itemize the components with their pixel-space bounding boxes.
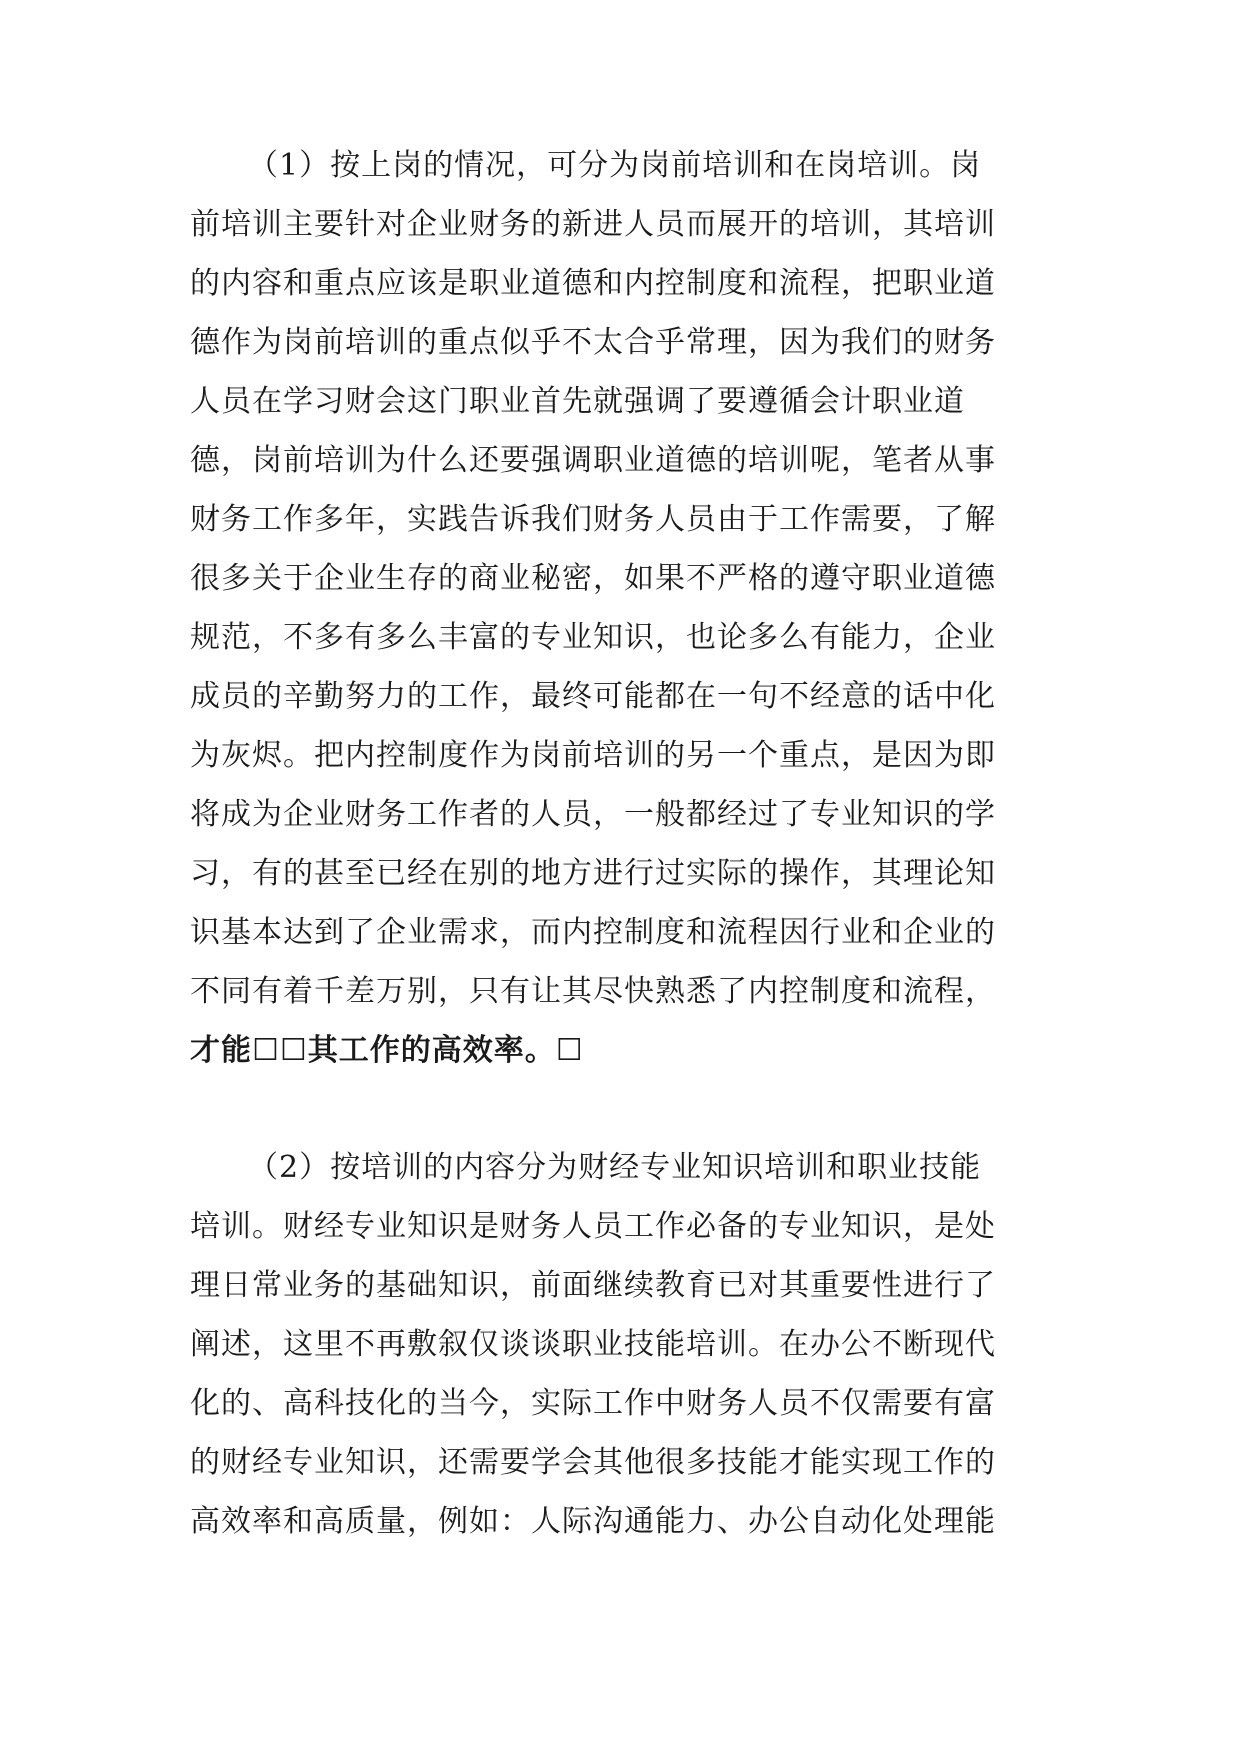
paragraph-1-line-7: 财务工作多年，实践告诉我们财务人员由于工作需要，了解	[190, 502, 996, 537]
paragraph-1-line-5: 人员在学习财会这门职业首先就强调了要遵循会计职业道	[190, 384, 965, 419]
paragraph-2-line-6: 的财经专业知识，还需要学会其他很多技能才能实现工作的	[190, 1445, 996, 1480]
paragraph-1-line-9: 规范，不多有多么丰富的专业知识，也论多么有能力，企业	[190, 620, 996, 655]
paragraph-2-line-2: 培训。财经专业知识是财务人员工作必备的专业知识，是处	[190, 1209, 996, 1244]
paragraph-1-line-16: 才能☐☐其工作的高效率。☐	[190, 1033, 584, 1068]
paragraph-1-line-12: 将成为企业财务工作者的人员，一般都经过了专业知识的学	[190, 797, 996, 832]
paragraph-1-line-4: 德作为岗前培训的重点似乎不太合乎常理，因为我们的财务	[190, 325, 996, 360]
paragraph-1-line-1: （1）按上岗的情况，可分为岗前培训和在岗培训。岗	[248, 148, 982, 183]
paragraph-2-line-3: 理日常业务的基础知识，前面继续教育已对其重要性进行了	[190, 1268, 996, 1303]
paragraph-2-line-7: 高效率和高质量，例如：人际沟通能力、办公自动化处理能	[190, 1504, 996, 1539]
paragraph-1-line-10: 成员的辛勤努力的工作，最终可能都在一句不经意的话中化	[190, 679, 996, 714]
paragraph-2-line-1: （2）按培训的内容分为财经专业知识培训和职业技能	[248, 1150, 982, 1185]
paragraph-1-line-6: 德，岗前培训为什么还要强调职业道德的培训呢，笔者从事	[190, 443, 996, 478]
paragraph-1-line-2: 前培训主要针对企业财务的新进人员而展开的培训，其培训	[190, 207, 996, 242]
paragraph-1-line-14: 识基本达到了企业需求，而内控制度和流程因行业和企业的	[190, 915, 996, 950]
paragraph-1-line-3: 的内容和重点应该是职业道德和内控制度和流程，把职业道	[190, 266, 996, 301]
paragraph-2-line-4: 阐述，这里不再敷叙仅谈谈职业技能培训。在办公不断现代	[190, 1327, 996, 1362]
paragraph-1-line-15: 不同有着千差万别，只有让其尽快熟悉了内控制度和流程，	[190, 974, 996, 1009]
paragraph-1-line-11: 为灰烬。把内控制度作为岗前培训的另一个重点，是因为即	[190, 738, 996, 773]
paragraph-1-line-8: 很多关于企业生存的商业秘密，如果不严格的遵守职业道德	[190, 561, 996, 596]
paragraph-2-line-5: 化的、高科技化的当今，实际工作中财务人员不仅需要有富	[190, 1386, 996, 1421]
paragraph-1-line-13: 习，有的甚至已经在别的地方进行过实际的操作，其理论知	[190, 856, 996, 891]
